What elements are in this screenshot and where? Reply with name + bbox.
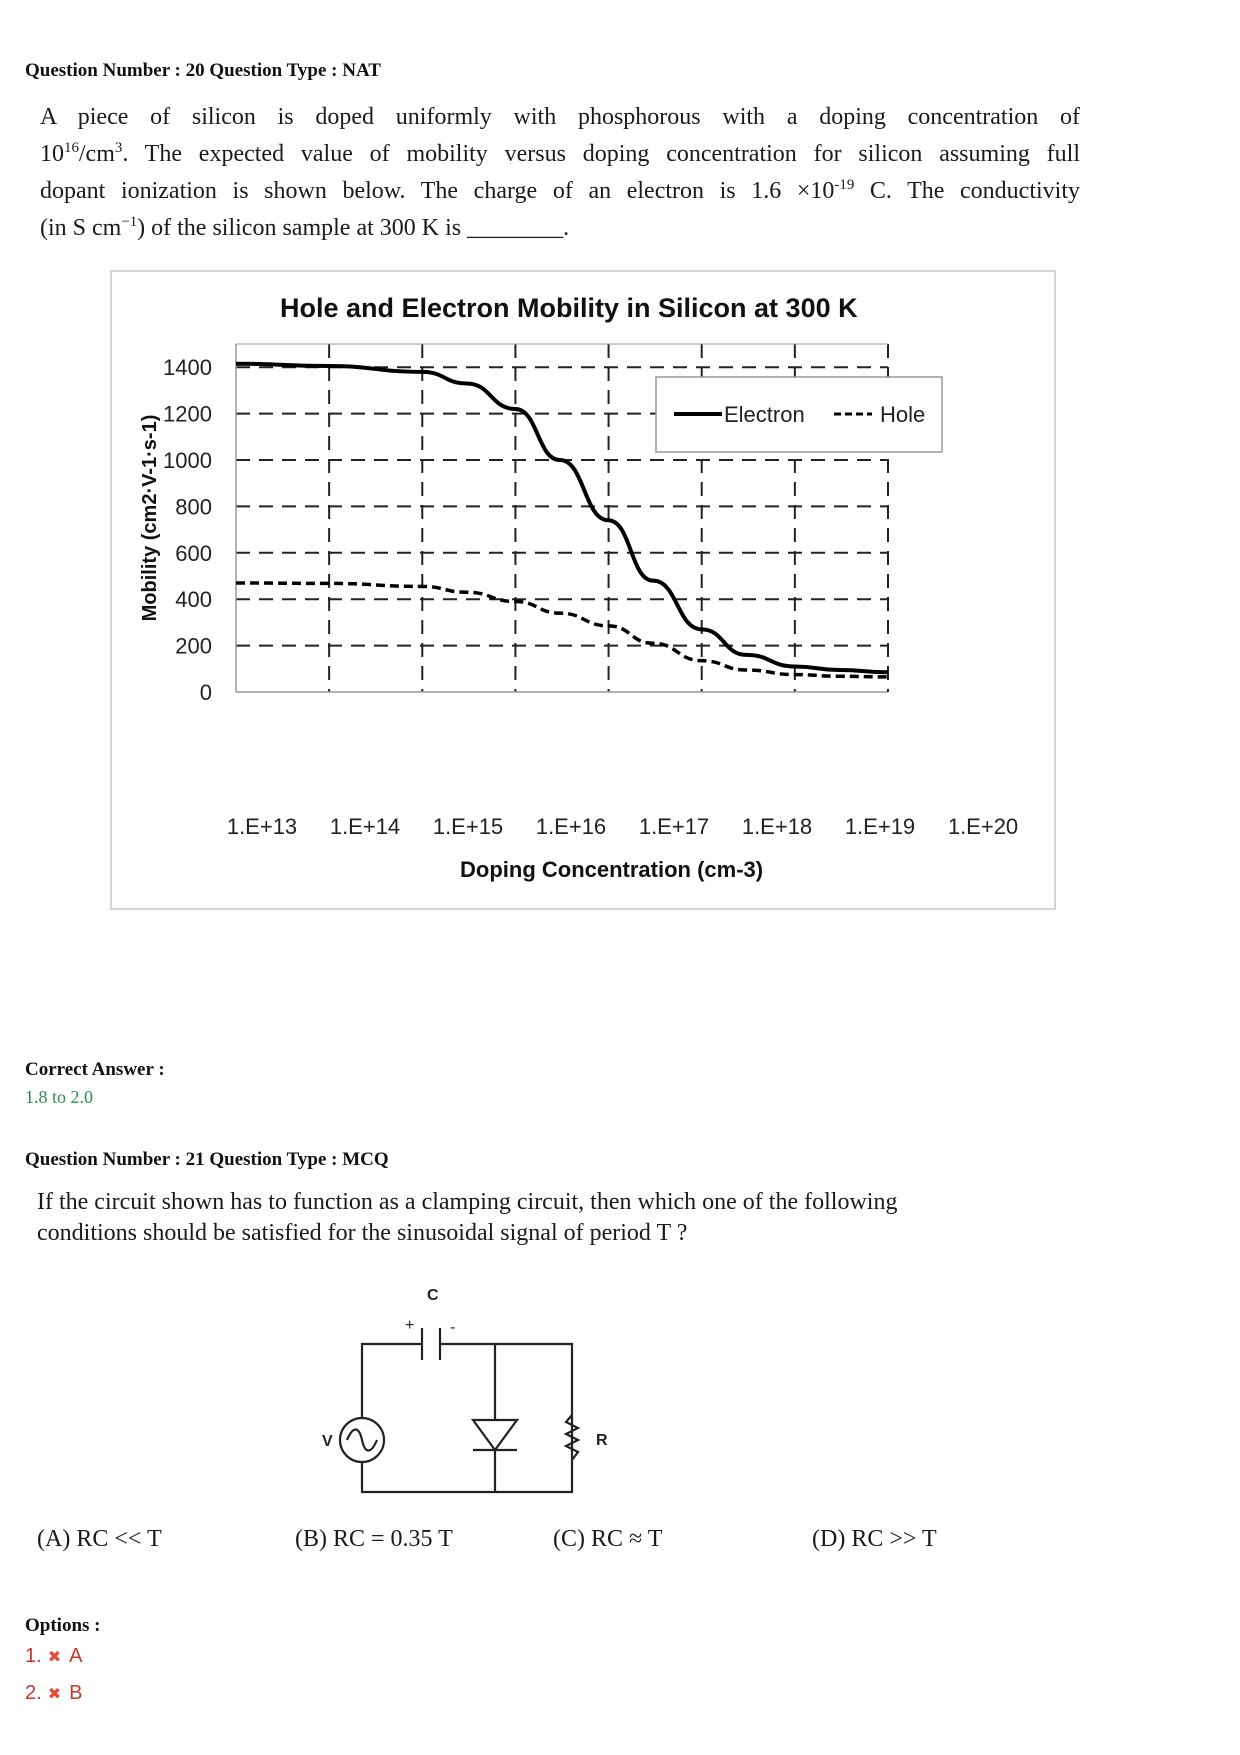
q21-text xyxy=(37,1187,1037,1249)
q20-line1: A piece of silicon is doped uniformly with phosphorous with a doping concentration of xyxy=(40,104,1080,130)
cross-icon: ✖ xyxy=(47,1686,62,1703)
choice-c: (C) RC ≈ T xyxy=(553,1526,663,1552)
circuit-wire-outer xyxy=(362,1344,572,1492)
option-1-label: A xyxy=(69,1645,83,1667)
sine-wave-icon xyxy=(347,1430,377,1451)
hole-series-line xyxy=(236,583,888,677)
legend-electron-label: Electron xyxy=(724,402,805,427)
y-tick-label: 1200 xyxy=(163,401,212,427)
q20-header: Question Number : 20 Question Type : NAT xyxy=(25,60,381,81)
q20-line2: $10^{16}/cm^3$. The expected value of mobility versus doping concentration for silicon assuming full xyxy=(40,140,1080,167)
choice-d: (D) RC >> T xyxy=(812,1526,937,1552)
y-tick-label: 400 xyxy=(175,587,212,613)
choice-b: (B) RC = 0.35 T xyxy=(295,1526,453,1552)
option-1-number: 1. xyxy=(25,1645,42,1667)
x-tick-label: 1.E+14 xyxy=(329,814,401,839)
correct-answer-value: 1.8 to 2.0 xyxy=(25,1087,94,1107)
capacitor-minus-label: - xyxy=(450,1319,456,1336)
y-tick-label: 1400 xyxy=(163,355,212,381)
q21-line2: conditions should be satisfied for the sinusoidal signal of period T ? xyxy=(37,1220,688,1246)
q20-text xyxy=(40,102,1080,244)
x-tick-label: 1.E+18 xyxy=(741,814,813,839)
legend-hole-label: Hole xyxy=(880,402,926,427)
y-tick-label: 800 xyxy=(175,494,212,520)
x-tick-label: 1.E+15 xyxy=(432,814,504,839)
options-label: Options : xyxy=(25,1615,101,1636)
chart-legend xyxy=(656,377,942,452)
option-2-label: B xyxy=(69,1682,83,1704)
diode-triangle-icon xyxy=(473,1420,517,1450)
capacitor-label: C xyxy=(427,1287,439,1304)
x-tick-label: 1.E+20 xyxy=(947,814,1019,839)
capacitor-plus-label: + xyxy=(405,1317,415,1334)
option-2-number: 2. xyxy=(25,1682,42,1704)
mobility-chart xyxy=(110,270,1056,910)
q21-line1: If the circuit shown has to function as a clamping circuit, then which one of the following xyxy=(37,1189,898,1215)
x-tick-label: 1.E+16 xyxy=(535,814,607,839)
q20-line4: (in S $cm^{-1}$) of the silicon sample at 300 K is ________. xyxy=(40,214,570,241)
mobility-chart-svg xyxy=(112,272,1054,908)
chart-y-axis-label: Mobility (cm2·V-1·s-1) xyxy=(139,414,161,622)
x-tick-label: 1.E+17 xyxy=(638,814,710,839)
option-2 xyxy=(25,1682,82,1705)
y-tick-label: 200 xyxy=(175,633,212,659)
chart-x-axis-label: Doping Concentration (cm-3) xyxy=(460,857,764,882)
y-tick-label: 600 xyxy=(175,540,212,566)
x-tick-label: 1.E+13 xyxy=(226,814,298,839)
cross-icon: ✖ xyxy=(47,1649,62,1666)
choice-a: (A) RC << T xyxy=(37,1526,162,1552)
clamper-circuit-diagram xyxy=(300,1270,630,1520)
source-label: V xyxy=(322,1433,333,1450)
circuit-wire-left xyxy=(362,1344,422,1418)
q21-header: Question Number : 21 Question Type : MCQ xyxy=(25,1149,389,1170)
resistor-label: R xyxy=(596,1432,608,1449)
y-tick-label: 0 xyxy=(199,680,212,705)
y-tick-label: 1000 xyxy=(163,448,212,473)
x-tick-label: 1.E+19 xyxy=(844,814,916,839)
q20-line3: dopant ionization is shown below. The charge of an electron is $1.6 \times 10^{-19}$ C. The conductivity xyxy=(40,177,1080,204)
option-1 xyxy=(25,1645,82,1668)
correct-answer-label: Correct Answer : xyxy=(25,1059,165,1080)
chart-title: Hole and Electron Mobility in Silicon at 300 K xyxy=(280,293,858,323)
